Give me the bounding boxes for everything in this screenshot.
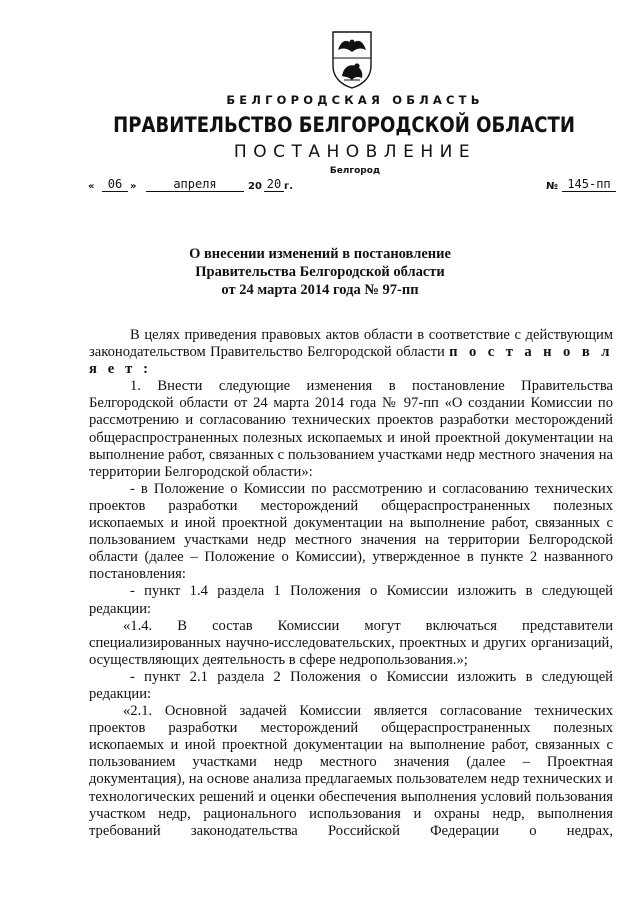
- item-1-paragraph: 1. Внести следующие изменения в постановление Правительства Белгородской области от 24 марта 2014 года № 97-пп «О создании Комиссии по рассмотрению и согласованию технических проектов разработки месторождений общераспространенных полезных ископаемых и иной проектной документации на выполнение работ, связанных с пользованием участками недр местного значения на территории Белгородской области»:: [89, 378, 613, 480]
- sub-item-2-paragraph: - пункт 2.1 раздела 2 Положения о Комиссии изложить в следующей редакции:: [89, 668, 613, 702]
- region-heading: БЕЛГОРОДСКАЯ ОБЛАСТЬ: [226, 93, 484, 107]
- quote-1-4-paragraph: «1.4. В состав Комиссии могут включаться представители специализированных научно-исследовательских, проектных и других организаций, осуществляющих деятельность в сфере недропользования.»;: [89, 617, 613, 668]
- date-quote-close: »: [130, 181, 137, 192]
- coat-of-arms-icon: [330, 28, 374, 90]
- title-line-2: Правительства Белгородской области: [195, 264, 445, 280]
- city-label: Белгород: [329, 166, 381, 176]
- document-title: [150, 245, 490, 299]
- government-heading: ПРАВИТЕЛЬСТВО БЕЛГОРОДСКОЙ ОБЛАСТИ: [113, 113, 575, 137]
- date-quote-open: «: [88, 181, 95, 192]
- title-line-1: О внесении изменений в постановление: [189, 246, 451, 262]
- sub-item-1-paragraph: - пункт 1.4 раздела 1 Положения о Комиссии изложить в следующей редакции:: [89, 583, 613, 617]
- document-body: [89, 327, 613, 840]
- date-year: 20: [264, 177, 284, 192]
- date-day: 06: [102, 177, 128, 192]
- intro-paragraph: [89, 327, 613, 378]
- bullet-1-paragraph: - в Положение о Комиссии по рассмотрению и согласованию технических проектов разработки месторождений общераспространенных полезных ископаемых и иной проектной документации на выполнение работ, связанных с пользованием участками недр местного значения на территории Белгородской области (далее – Положение о Комиссии), утвержденное в пункте 2 названного постановления:: [89, 480, 613, 583]
- date-month: апреля: [146, 177, 244, 192]
- document-type: ПОСТАНОВЛЕНИЕ: [233, 142, 477, 162]
- dateline: [88, 176, 618, 198]
- date-century: 20: [248, 181, 262, 192]
- document-number: 145-пп: [562, 177, 616, 192]
- number-prefix: №: [546, 181, 559, 192]
- resolves-word: п о с т а н о в л я е т :: [89, 344, 613, 378]
- intro-text: В целях приведения правовых актов области в соответствие с действующим законодательством Правительство Белгородской области: [89, 327, 613, 361]
- title-line-3: от 24 марта 2014 года № 97-пп: [221, 282, 419, 298]
- date-year-suffix: г.: [284, 181, 294, 192]
- quote-2-1-paragraph: «2.1. Основной задачей Комиссии является согласование технических проектов разработки месторождений общераспространенных полезных ископаемых и иной проектной документации на выполнение работ, связанных с пользованием участками недр местного значения (далее – Проектная документация), на основе анализа предлагаемых пользователем недр технических и технологических решений и оценки обеспечения выполнения условий пользования участком недр, рационального использования и охраны недр, выполнения требований законодательства Российской Федерации о недрах,: [89, 703, 613, 839]
